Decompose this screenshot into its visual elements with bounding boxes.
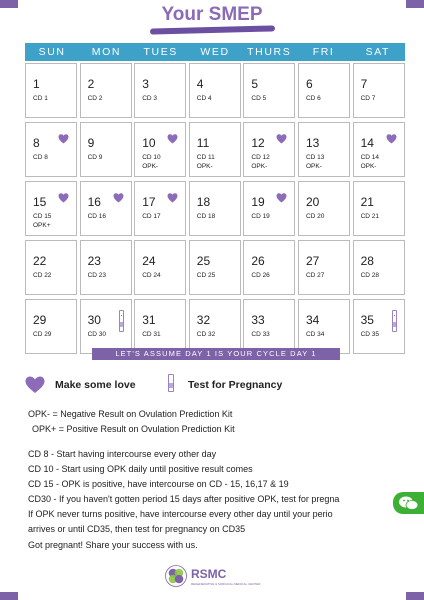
day-number: 14 [360, 136, 374, 150]
cycle-day-label: CD 1 [33, 95, 48, 102]
calendar-day-35 [353, 299, 405, 354]
opk-result-label: OPK- [251, 163, 268, 170]
legend-test-label: Test for Pregnancy [188, 379, 283, 391]
day-number: 19 [251, 195, 265, 209]
calendar-day-7 [353, 63, 405, 118]
cycle-day-label: CD 22 [33, 272, 52, 279]
heart-icon [167, 193, 178, 203]
calendar-day-19 [243, 181, 295, 236]
calendar-day-30 [80, 299, 132, 354]
legend-love-label: Make some love [55, 379, 136, 391]
logo-tagline: REGENERATIVE & SURGICAL MEDICAL CENTER [191, 582, 261, 586]
heart-icon [58, 193, 69, 203]
calendar-day-8 [25, 122, 77, 177]
calendar-day-14 [353, 122, 405, 177]
heart-icon [276, 193, 287, 203]
opk-result-label: OPK- [142, 163, 159, 170]
opk-negative-definition: OPK- = Negative Result on Ovulation Prediction Kit [28, 409, 233, 419]
cycle-day-label: CD 24 [142, 272, 161, 279]
cycle-day-label: CD 15 [33, 213, 52, 220]
cycle-day-label: CD 21 [360, 213, 379, 220]
calendar-day-24 [134, 240, 186, 295]
assume-banner: LET'S ASSUME DAY 1 IS YOUR CYCLE DAY 1 [92, 348, 340, 360]
day-number: 30 [87, 313, 101, 327]
day-number: 10 [142, 136, 156, 150]
cycle-day-label: CD 27 [305, 272, 325, 279]
calendar-day-29 [25, 299, 77, 354]
day-number: 23 [87, 254, 101, 268]
weekday-fri: FRI [312, 46, 335, 58]
cycle-day-label: CD 20 [305, 213, 325, 220]
day-number: 25 [196, 254, 211, 268]
cycle-day-label: CD 34 [305, 331, 325, 338]
day-number: 11 [196, 136, 210, 150]
instruction-line: CD 8 - Start having intercourse every other day [28, 449, 217, 459]
day-number: 26 [251, 254, 265, 268]
heart-icon [25, 376, 45, 394]
opk-result-label: OPK+ [33, 222, 51, 229]
weekday-header [25, 43, 405, 61]
cycle-day-label: CD 17 [142, 213, 161, 220]
weekday-thu: THURS [247, 46, 292, 58]
cycle-day-label: CD 23 [87, 272, 107, 279]
day-number: 28 [360, 254, 374, 268]
calendar-day-6 [298, 63, 350, 118]
heart-icon [113, 193, 124, 203]
heart-icon [276, 134, 287, 144]
cycle-day-label: CD 2 [87, 95, 103, 102]
cycle-day-label: CD 4 [196, 95, 212, 102]
day-number: 4 [196, 77, 204, 91]
pregnancy-test-icon [168, 374, 174, 392]
logo-name: RSMC [191, 567, 227, 581]
title-underline-brush [150, 25, 275, 34]
heart-icon [386, 134, 397, 144]
calendar-day-27 [298, 240, 350, 295]
day-number: 13 [305, 136, 320, 150]
cycle-day-label: CD 29 [33, 331, 52, 338]
calendar-day-16 [80, 181, 132, 236]
weekday-wed: WED [200, 46, 230, 58]
wechat-icon [393, 492, 424, 514]
weekday-sat: SAT [365, 46, 391, 58]
cycle-day-label: CD 25 [196, 272, 216, 279]
wechat-share-button[interactable] [393, 492, 424, 514]
cycle-day-label: CD 3 [142, 95, 157, 102]
day-number: 6 [305, 77, 313, 91]
calendar-day-20 [298, 181, 350, 236]
heart-icon [167, 134, 178, 144]
calendar-day-1 [25, 63, 77, 118]
calendar-day-17 [134, 181, 186, 236]
cycle-day-label: CD 33 [251, 331, 270, 338]
opk-positive-definition: OPK+ = Positive Result on Ovulation Prediction Kit [32, 424, 235, 434]
calendar-day-10 [134, 122, 186, 177]
day-number: 27 [305, 254, 320, 268]
calendar-day-4 [189, 63, 241, 118]
calendar-day-28 [353, 240, 405, 295]
day-number: 29 [33, 313, 47, 327]
corner-bar-bottom-left [0, 592, 18, 600]
calendar-day-31 [134, 299, 186, 354]
calendar-grid [25, 63, 405, 354]
day-number: 17 [142, 195, 156, 209]
calendar-day-18 [189, 181, 241, 236]
corner-bar-bottom-right [406, 592, 424, 600]
day-number: 15 [33, 195, 47, 209]
calendar-day-12 [243, 122, 295, 177]
day-number: 12 [251, 136, 265, 150]
calendar-day-23 [80, 240, 132, 295]
calendar-day-21 [353, 181, 405, 236]
calendar-day-13 [298, 122, 350, 177]
heart-icon [58, 134, 69, 144]
calendar-day-22 [25, 240, 77, 295]
calendar-day-34 [298, 299, 350, 354]
cycle-day-label: CD 32 [196, 331, 216, 338]
pregnancy-test-icon [392, 310, 397, 332]
day-number: 22 [33, 254, 47, 268]
weekday-tue: TUES [143, 46, 178, 58]
cycle-day-label: CD 18 [196, 213, 216, 220]
day-number: 24 [142, 254, 156, 268]
page-title: Your SMEP [161, 4, 263, 25]
day-number: 5 [251, 77, 259, 91]
weekday-sun: SUN [38, 46, 66, 58]
instruction-line: arrives or until CD35, then test for pregnancy on CD35 [28, 524, 246, 534]
cycle-day-label: CD 16 [87, 213, 107, 220]
instruction-line: If OPK never turns positive, have intercourse every other day until your perio [28, 509, 333, 519]
opk-result-label: OPK- [196, 163, 213, 170]
cycle-day-label: CD 11 [196, 154, 215, 161]
cycle-day-label: CD 9 [87, 154, 103, 161]
cycle-day-label: CD 30 [87, 331, 107, 338]
day-number: 21 [360, 195, 374, 209]
cycle-day-label: CD 19 [251, 213, 270, 220]
day-number: 34 [305, 313, 320, 327]
cycle-day-label: CD 7 [360, 95, 376, 102]
day-number: 2 [87, 77, 95, 91]
calendar-day-33 [243, 299, 295, 354]
calendar-day-3 [134, 63, 186, 118]
rsmc-logo-icon [165, 565, 187, 587]
day-number: 32 [196, 313, 211, 327]
calendar-day-2 [80, 63, 132, 118]
cycle-day-label: CD 10 [142, 154, 161, 161]
cycle-day-label: CD 26 [251, 272, 270, 279]
calendar-day-25 [189, 240, 241, 295]
calendar-day-15 [25, 181, 77, 236]
instruction-line: CD 10 - Start using OPK daily until positive result comes [28, 464, 253, 474]
cycle-day-label: CD 8 [33, 154, 48, 161]
cycle-day-label: CD 28 [360, 272, 379, 279]
day-number: 31 [142, 313, 156, 327]
day-number: 20 [305, 195, 320, 209]
day-number: 35 [360, 313, 374, 327]
instruction-line: CD30 - If you haven't gotten period 15 days after positive OPK, test for pregna [28, 494, 340, 504]
calendar-day-9 [80, 122, 132, 177]
instruction-line: CD 15 - OPK is positive, have intercourse on CD - 15, 16,17 & 19 [28, 479, 289, 489]
day-number: 1 [33, 77, 40, 91]
day-number: 18 [196, 195, 211, 209]
cycle-day-label: CD 5 [251, 95, 267, 102]
cycle-day-label: CD 14 [360, 154, 379, 161]
instruction-line: Got pregnant! Share your success with us. [28, 540, 198, 550]
cycle-day-label: CD 6 [305, 95, 321, 102]
calendar-day-26 [243, 240, 295, 295]
calendar-day-32 [189, 299, 241, 354]
weekday-mon: MON [91, 46, 122, 58]
cycle-day-label: CD 13 [305, 154, 325, 161]
opk-result-label: OPK- [360, 163, 377, 170]
calendar-day-5 [243, 63, 295, 118]
day-number: 7 [360, 77, 368, 91]
day-number: 3 [142, 77, 149, 91]
cycle-day-label: CD 31 [142, 331, 161, 338]
cycle-day-label: CD 35 [360, 331, 379, 338]
day-number: 9 [87, 136, 95, 150]
day-number: 8 [33, 136, 40, 150]
day-number: 33 [251, 313, 265, 327]
cycle-day-label: CD 12 [251, 154, 270, 161]
opk-result-label: OPK- [305, 163, 322, 170]
day-number: 16 [87, 195, 101, 209]
pregnancy-test-icon [119, 310, 124, 332]
calendar-day-11 [189, 122, 241, 177]
